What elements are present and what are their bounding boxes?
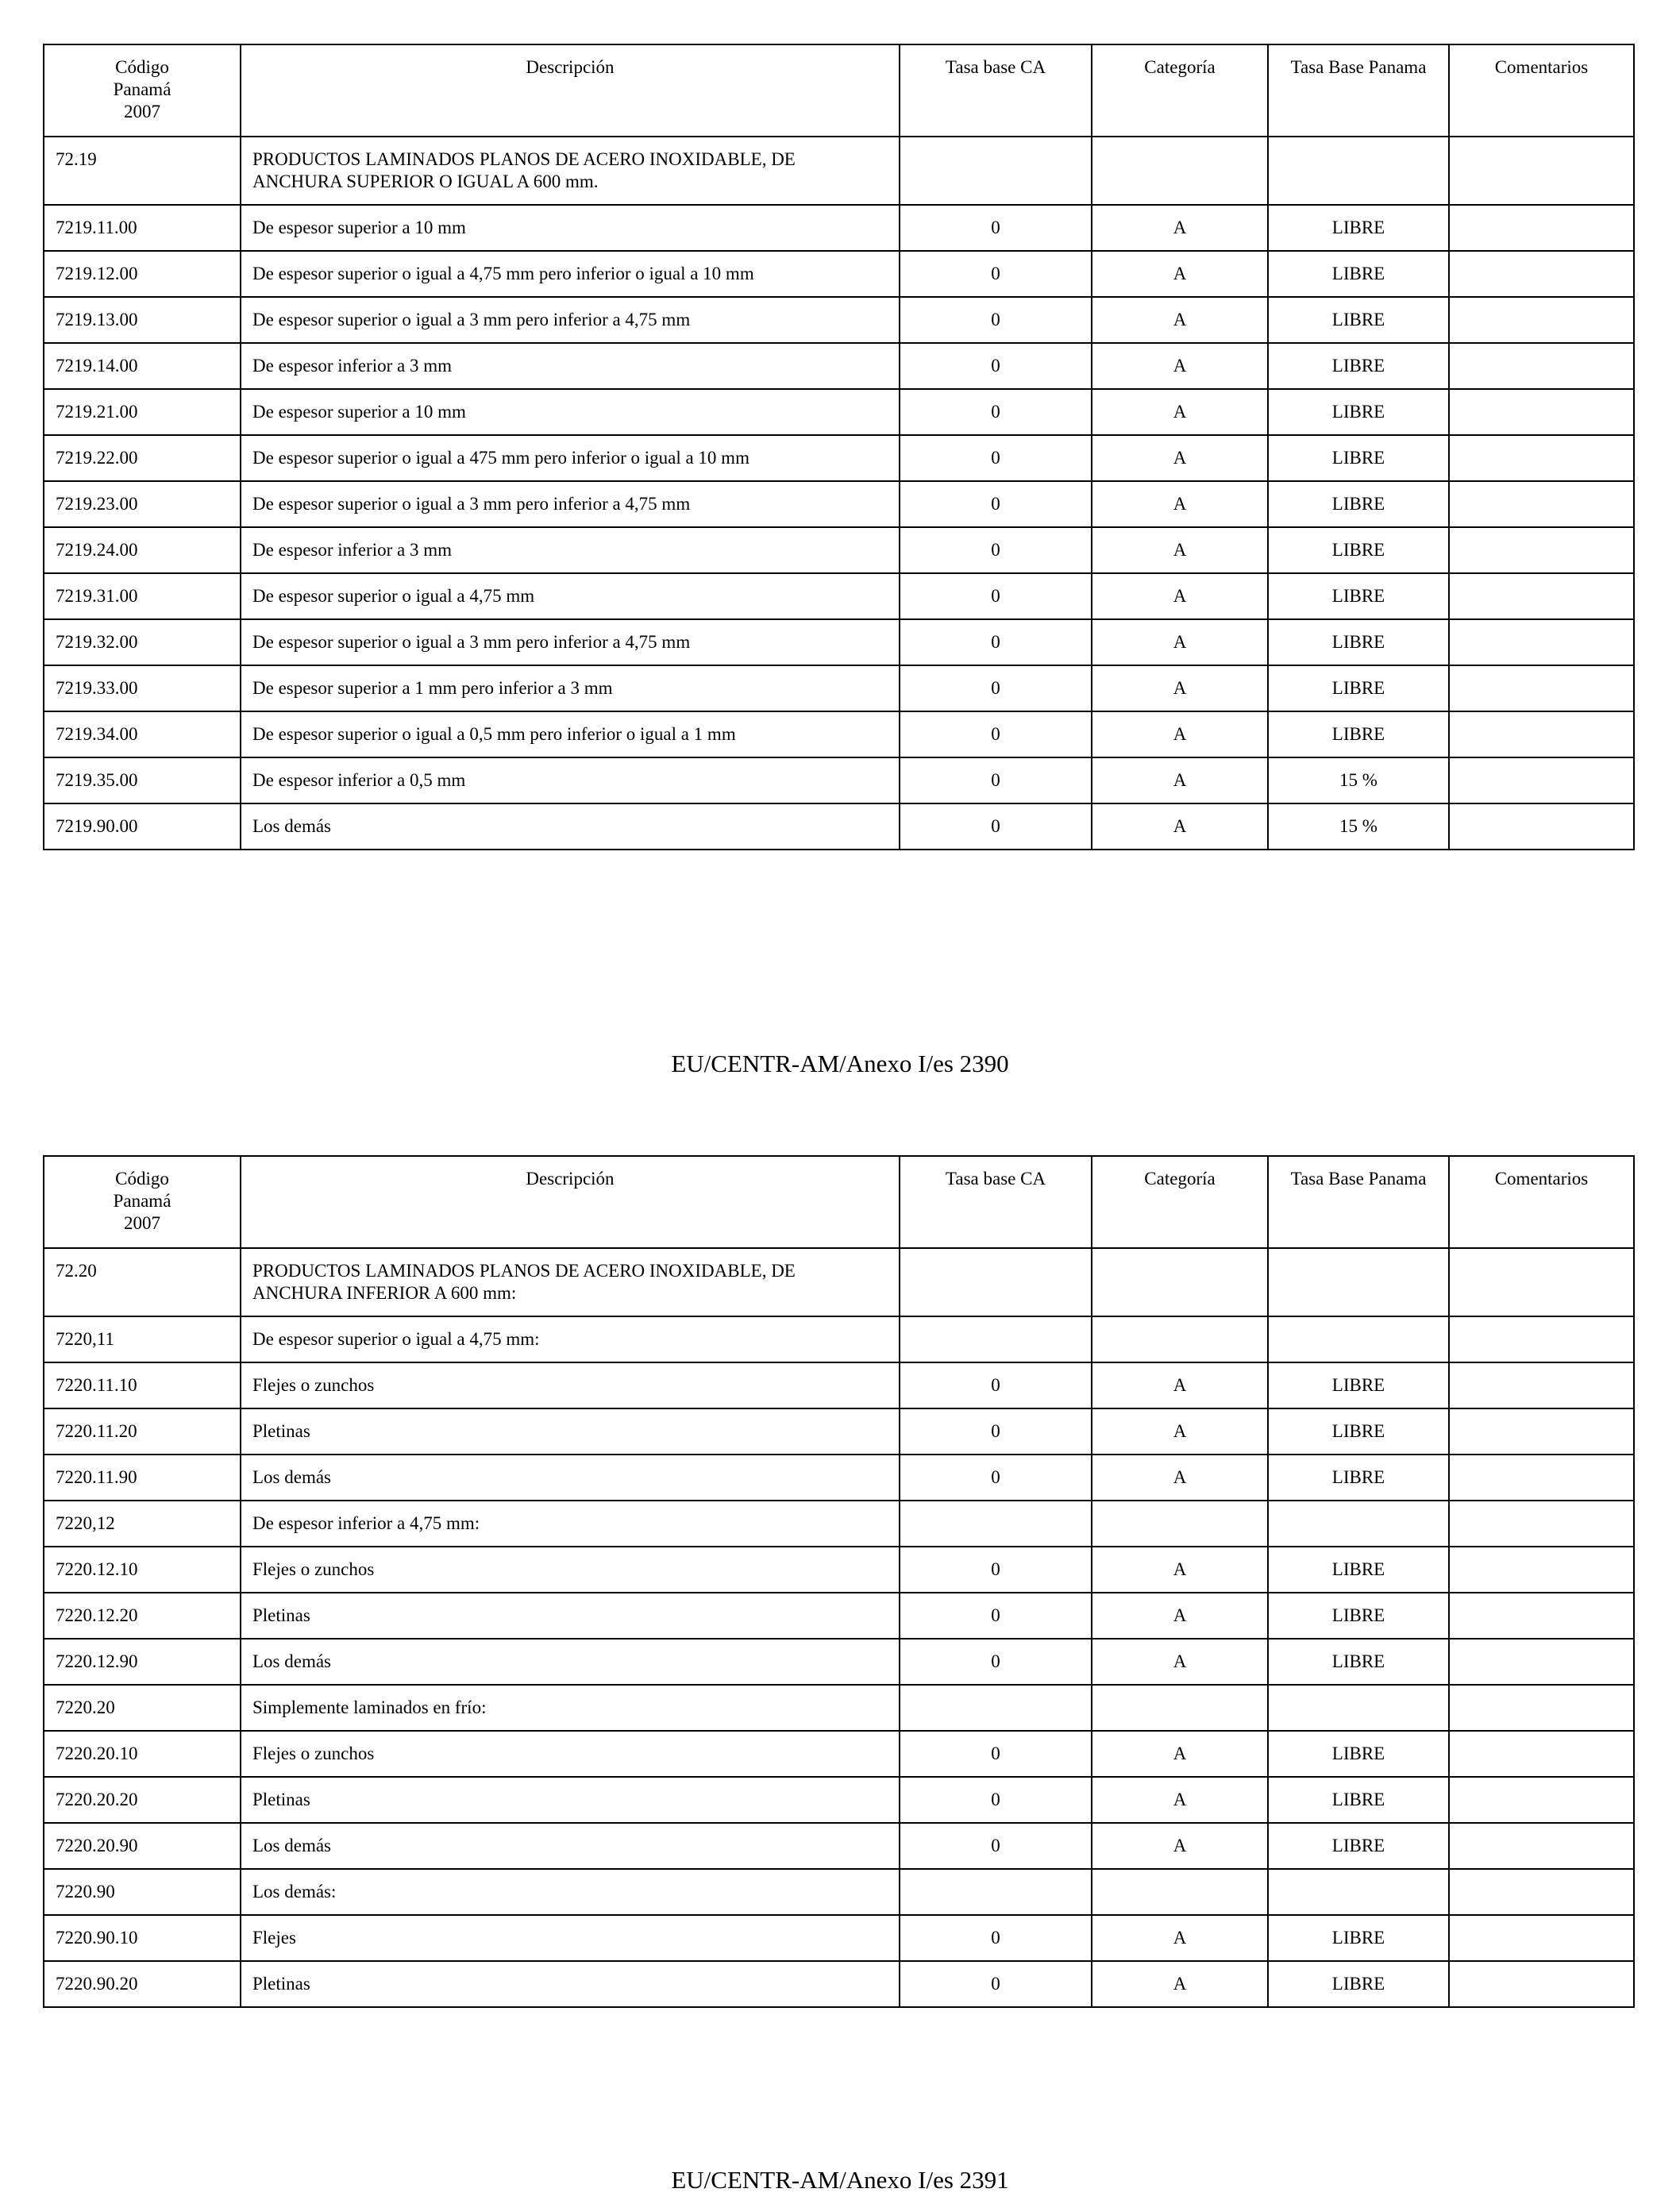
cell-comentarios xyxy=(1449,1639,1634,1685)
cell-tasa-panama: LIBRE xyxy=(1268,251,1449,297)
cell-categoria: A xyxy=(1092,1408,1268,1455)
cell-description: Los demás xyxy=(241,1639,900,1685)
cell-description: Los demás xyxy=(241,1823,900,1869)
cell-tasa-ca: 0 xyxy=(900,665,1092,711)
cell-tasa-panama xyxy=(1268,1316,1449,1362)
cell-description: De espesor superior o igual a 3 mm pero inferior a 4,75 mm xyxy=(241,619,900,665)
cell-description: De espesor superior o igual a 0,5 mm pero inferior o igual a 1 mm xyxy=(241,711,900,757)
cell-code: 7220.90 xyxy=(44,1869,241,1915)
cell-categoria: A xyxy=(1092,1593,1268,1639)
cell-tasa-panama: LIBRE xyxy=(1268,1547,1449,1593)
cell-comentarios xyxy=(1449,1248,1634,1316)
cell-tasa-ca: 0 xyxy=(900,1915,1092,1961)
cell-categoria: A xyxy=(1092,297,1268,343)
cell-tasa-ca xyxy=(900,137,1092,205)
cell-code: 7220.90.10 xyxy=(44,1915,241,1961)
cell-description: De espesor superior a 10 mm xyxy=(241,205,900,251)
cell-code: 7220.20.10 xyxy=(44,1731,241,1777)
cell-code: 7219.31.00 xyxy=(44,573,241,619)
cell-tasa-panama xyxy=(1268,1685,1449,1731)
cell-tasa-ca: 0 xyxy=(900,205,1092,251)
cell-tasa-ca xyxy=(900,1869,1092,1915)
cell-tasa-panama: LIBRE xyxy=(1268,343,1449,389)
cell-code: 7220,12 xyxy=(44,1501,241,1547)
table-row xyxy=(44,1501,1634,1547)
cell-tasa-ca: 0 xyxy=(900,1777,1092,1823)
cell-description: De espesor superior o igual a 4,75 mm pero inferior o igual a 10 mm xyxy=(241,251,900,297)
cell-comentarios xyxy=(1449,1961,1634,2007)
cell-description: De espesor superior o igual a 475 mm pero inferior o igual a 10 mm xyxy=(241,435,900,481)
cell-categoria: A xyxy=(1092,665,1268,711)
table-row xyxy=(44,1593,1634,1639)
cell-description: PRODUCTOS LAMINADOS PLANOS DE ACERO INOXIDABLE, DE ANCHURA SUPERIOR O IGUAL A 600 mm. xyxy=(241,137,900,205)
cell-code: 7219.24.00 xyxy=(44,527,241,573)
header-codigo: Código Panamá 2007 xyxy=(44,44,241,137)
header-row xyxy=(44,44,1634,137)
cell-comentarios xyxy=(1449,619,1634,665)
cell-tasa-ca: 0 xyxy=(900,1731,1092,1777)
cell-tasa-ca: 0 xyxy=(900,1593,1092,1639)
cell-comentarios xyxy=(1449,1547,1634,1593)
cell-comentarios xyxy=(1449,1823,1634,1869)
cell-tasa-panama: LIBRE xyxy=(1268,481,1449,527)
cell-tasa-ca: 0 xyxy=(900,1547,1092,1593)
cell-tasa-panama: 15 % xyxy=(1268,757,1449,803)
cell-tasa-panama: LIBRE xyxy=(1268,711,1449,757)
table-row xyxy=(44,711,1634,757)
header-tasa-panama: Tasa Base Panama xyxy=(1268,44,1449,137)
cell-description: Pletinas xyxy=(241,1961,900,2007)
cell-comentarios xyxy=(1449,1731,1634,1777)
table-row xyxy=(44,1961,1634,2007)
cell-code: 72.19 xyxy=(44,137,241,205)
table-row xyxy=(44,481,1634,527)
cell-code: 7219.22.00 xyxy=(44,435,241,481)
cell-tasa-ca xyxy=(900,1501,1092,1547)
header-descripcion: Descripción xyxy=(241,1156,900,1248)
header-tasa-ca: Tasa base CA xyxy=(900,1156,1092,1248)
cell-code: 7220.20 xyxy=(44,1685,241,1731)
cell-code: 7219.13.00 xyxy=(44,297,241,343)
cell-comentarios xyxy=(1449,1408,1634,1455)
cell-tasa-panama: LIBRE xyxy=(1268,205,1449,251)
cell-tasa-ca xyxy=(900,1316,1092,1362)
cell-description: De espesor superior o igual a 3 mm pero inferior a 4,75 mm xyxy=(241,297,900,343)
cell-code: 7220.11.90 xyxy=(44,1455,241,1501)
cell-tasa-panama: 15 % xyxy=(1268,803,1449,850)
cell-tasa-panama xyxy=(1268,1869,1449,1915)
cell-comentarios xyxy=(1449,1777,1634,1823)
cell-comentarios xyxy=(1449,711,1634,757)
cell-categoria: A xyxy=(1092,1823,1268,1869)
tariff-table-7219 xyxy=(43,44,1635,850)
cell-comentarios xyxy=(1449,481,1634,527)
cell-categoria: A xyxy=(1092,1455,1268,1501)
cell-code: 7220.12.90 xyxy=(44,1639,241,1685)
cell-categoria xyxy=(1092,137,1268,205)
cell-description: Flejes o zunchos xyxy=(241,1547,900,1593)
cell-description: De espesor superior a 1 mm pero inferior a 3 mm xyxy=(241,665,900,711)
table-row xyxy=(44,757,1634,803)
cell-categoria: A xyxy=(1092,389,1268,435)
cell-comentarios xyxy=(1449,137,1634,205)
cell-comentarios xyxy=(1449,1915,1634,1961)
cell-categoria: A xyxy=(1092,619,1268,665)
cell-code: 7220.11.20 xyxy=(44,1408,241,1455)
table-row xyxy=(44,1731,1634,1777)
table-body xyxy=(44,137,1634,850)
header-tasa-panama: Tasa Base Panama xyxy=(1268,1156,1449,1248)
cell-tasa-ca: 0 xyxy=(900,297,1092,343)
table-row xyxy=(44,1823,1634,1869)
cell-categoria: A xyxy=(1092,1915,1268,1961)
header-tasa-ca: Tasa base CA xyxy=(900,44,1092,137)
cell-description: PRODUCTOS LAMINADOS PLANOS DE ACERO INOXIDABLE, DE ANCHURA INFERIOR A 600 mm: xyxy=(241,1248,900,1316)
cell-comentarios xyxy=(1449,297,1634,343)
cell-code: 7219.90.00 xyxy=(44,803,241,850)
table-row xyxy=(44,665,1634,711)
table-row xyxy=(44,297,1634,343)
cell-categoria: A xyxy=(1092,435,1268,481)
cell-description: Los demás xyxy=(241,803,900,850)
cell-tasa-ca: 0 xyxy=(900,757,1092,803)
cell-categoria: A xyxy=(1092,573,1268,619)
cell-tasa-panama: LIBRE xyxy=(1268,1961,1449,2007)
table-row xyxy=(44,1455,1634,1501)
cell-tasa-panama xyxy=(1268,137,1449,205)
cell-tasa-panama: LIBRE xyxy=(1268,435,1449,481)
table-row xyxy=(44,619,1634,665)
cell-code: 7220.90.20 xyxy=(44,1961,241,2007)
table-row xyxy=(44,1685,1634,1731)
cell-tasa-ca: 0 xyxy=(900,435,1092,481)
cell-tasa-ca: 0 xyxy=(900,711,1092,757)
table-row xyxy=(44,1248,1634,1316)
cell-tasa-panama: LIBRE xyxy=(1268,619,1449,665)
cell-description: Flejes o zunchos xyxy=(241,1362,900,1408)
header-descripcion: Descripción xyxy=(241,44,900,137)
header-categoria: Categoría xyxy=(1092,1156,1268,1248)
cell-description: Flejes xyxy=(241,1915,900,1961)
table-row xyxy=(44,1869,1634,1915)
cell-tasa-ca: 0 xyxy=(900,1961,1092,2007)
cell-tasa-panama: LIBRE xyxy=(1268,1777,1449,1823)
cell-tasa-ca: 0 xyxy=(900,1639,1092,1685)
cell-categoria: A xyxy=(1092,527,1268,573)
cell-description: De espesor inferior a 3 mm xyxy=(241,343,900,389)
cell-description: De espesor superior o igual a 4,75 mm: xyxy=(241,1316,900,1362)
cell-code: 7220.12.10 xyxy=(44,1547,241,1593)
table-row xyxy=(44,205,1634,251)
cell-categoria: A xyxy=(1092,481,1268,527)
cell-description: Pletinas xyxy=(241,1777,900,1823)
cell-categoria: A xyxy=(1092,205,1268,251)
header-categoria: Categoría xyxy=(1092,44,1268,137)
cell-tasa-ca: 0 xyxy=(900,573,1092,619)
cell-comentarios xyxy=(1449,803,1634,850)
cell-comentarios xyxy=(1449,1316,1634,1362)
cell-comentarios xyxy=(1449,665,1634,711)
cell-code: 7219.11.00 xyxy=(44,205,241,251)
cell-tasa-panama: LIBRE xyxy=(1268,1455,1449,1501)
cell-comentarios xyxy=(1449,1362,1634,1408)
cell-categoria: A xyxy=(1092,1362,1268,1408)
cell-tasa-panama xyxy=(1268,1501,1449,1547)
table-row xyxy=(44,1639,1634,1685)
cell-comentarios xyxy=(1449,251,1634,297)
table-row xyxy=(44,1915,1634,1961)
cell-code: 7220.12.20 xyxy=(44,1593,241,1639)
cell-tasa-ca xyxy=(900,1248,1092,1316)
cell-comentarios xyxy=(1449,1455,1634,1501)
cell-code: 72.20 xyxy=(44,1248,241,1316)
cell-description: Flejes o zunchos xyxy=(241,1731,900,1777)
cell-categoria: A xyxy=(1092,1961,1268,2007)
cell-tasa-ca: 0 xyxy=(900,1455,1092,1501)
cell-comentarios xyxy=(1449,205,1634,251)
cell-categoria xyxy=(1092,1685,1268,1731)
cell-description: Los demás: xyxy=(241,1869,900,1915)
cell-description: Pletinas xyxy=(241,1593,900,1639)
cell-tasa-panama: LIBRE xyxy=(1268,1639,1449,1685)
cell-categoria: A xyxy=(1092,1639,1268,1685)
table-row xyxy=(44,389,1634,435)
cell-code: 7220.20.20 xyxy=(44,1777,241,1823)
table-row xyxy=(44,803,1634,850)
cell-tasa-panama: LIBRE xyxy=(1268,389,1449,435)
cell-description: De espesor inferior a 0,5 mm xyxy=(241,757,900,803)
header-comentarios: Comentarios xyxy=(1449,1156,1634,1248)
cell-description: De espesor superior o igual a 3 mm pero inferior a 4,75 mm xyxy=(241,481,900,527)
cell-description: De espesor superior a 10 mm xyxy=(241,389,900,435)
cell-comentarios xyxy=(1449,757,1634,803)
cell-categoria: A xyxy=(1092,757,1268,803)
cell-categoria xyxy=(1092,1501,1268,1547)
table-row xyxy=(44,1547,1634,1593)
header-codigo: Código Panamá 2007 xyxy=(44,1156,241,1248)
table-row xyxy=(44,1777,1634,1823)
cell-comentarios xyxy=(1449,1593,1634,1639)
table-row xyxy=(44,573,1634,619)
cell-categoria: A xyxy=(1092,1547,1268,1593)
page-footer: EU/CENTR-AM/Anexo I/es 2390 xyxy=(671,1050,1009,1077)
cell-tasa-ca: 0 xyxy=(900,527,1092,573)
cell-categoria: A xyxy=(1092,711,1268,757)
cell-comentarios xyxy=(1449,1869,1634,1915)
cell-categoria: A xyxy=(1092,1777,1268,1823)
cell-tasa-ca: 0 xyxy=(900,481,1092,527)
cell-tasa-ca: 0 xyxy=(900,389,1092,435)
cell-tasa-ca: 0 xyxy=(900,1362,1092,1408)
cell-categoria: A xyxy=(1092,251,1268,297)
table-row xyxy=(44,137,1634,205)
cell-tasa-panama: LIBRE xyxy=(1268,1408,1449,1455)
cell-tasa-ca: 0 xyxy=(900,343,1092,389)
page-footer: EU/CENTR-AM/Anexo I/es 2391 xyxy=(671,2166,1009,2194)
table-row xyxy=(44,1316,1634,1362)
cell-code: 7220.20.90 xyxy=(44,1823,241,1869)
cell-description: Simplemente laminados en frío: xyxy=(241,1685,900,1731)
cell-categoria: A xyxy=(1092,1731,1268,1777)
cell-tasa-panama: LIBRE xyxy=(1268,297,1449,343)
cell-categoria xyxy=(1092,1869,1268,1915)
cell-tasa-ca: 0 xyxy=(900,1823,1092,1869)
cell-comentarios xyxy=(1449,573,1634,619)
cell-tasa-panama: LIBRE xyxy=(1268,1593,1449,1639)
table-row xyxy=(44,251,1634,297)
table-row xyxy=(44,1408,1634,1455)
cell-description: Pletinas xyxy=(241,1408,900,1455)
cell-code: 7219.23.00 xyxy=(44,481,241,527)
cell-code: 7219.21.00 xyxy=(44,389,241,435)
cell-comentarios xyxy=(1449,527,1634,573)
cell-categoria xyxy=(1092,1248,1268,1316)
cell-tasa-panama: LIBRE xyxy=(1268,573,1449,619)
cell-code: 7219.14.00 xyxy=(44,343,241,389)
cell-code: 7219.34.00 xyxy=(44,711,241,757)
cell-tasa-panama: LIBRE xyxy=(1268,1915,1449,1961)
cell-tasa-ca: 0 xyxy=(900,619,1092,665)
cell-code: 7219.12.00 xyxy=(44,251,241,297)
cell-code: 7220,11 xyxy=(44,1316,241,1362)
cell-comentarios xyxy=(1449,1685,1634,1731)
header-comentarios: Comentarios xyxy=(1449,44,1634,137)
cell-tasa-ca: 0 xyxy=(900,803,1092,850)
cell-tasa-ca: 0 xyxy=(900,1408,1092,1455)
table-row xyxy=(44,343,1634,389)
table-body xyxy=(44,1248,1634,2007)
cell-tasa-panama: LIBRE xyxy=(1268,1731,1449,1777)
tariff-table-7220 xyxy=(43,1155,1635,2008)
cell-description: De espesor superior o igual a 4,75 mm xyxy=(241,573,900,619)
cell-code: 7219.35.00 xyxy=(44,757,241,803)
cell-categoria xyxy=(1092,1316,1268,1362)
header-row xyxy=(44,1156,1634,1248)
table-row xyxy=(44,435,1634,481)
table-row xyxy=(44,1362,1634,1408)
cell-description: De espesor inferior a 4,75 mm: xyxy=(241,1501,900,1547)
cell-code: 7219.32.00 xyxy=(44,619,241,665)
cell-comentarios xyxy=(1449,389,1634,435)
cell-code: 7219.33.00 xyxy=(44,665,241,711)
cell-comentarios xyxy=(1449,435,1634,481)
cell-description: Los demás xyxy=(241,1455,900,1501)
cell-code: 7220.11.10 xyxy=(44,1362,241,1408)
cell-categoria: A xyxy=(1092,343,1268,389)
cell-tasa-panama: LIBRE xyxy=(1268,665,1449,711)
cell-tasa-ca xyxy=(900,1685,1092,1731)
cell-tasa-panama: LIBRE xyxy=(1268,1823,1449,1869)
cell-description: De espesor inferior a 3 mm xyxy=(241,527,900,573)
cell-comentarios xyxy=(1449,1501,1634,1547)
cell-categoria: A xyxy=(1092,803,1268,850)
cell-tasa-panama xyxy=(1268,1248,1449,1316)
cell-tasa-panama: LIBRE xyxy=(1268,1362,1449,1408)
cell-comentarios xyxy=(1449,343,1634,389)
cell-tasa-ca: 0 xyxy=(900,251,1092,297)
table-row xyxy=(44,527,1634,573)
cell-tasa-panama: LIBRE xyxy=(1268,527,1449,573)
